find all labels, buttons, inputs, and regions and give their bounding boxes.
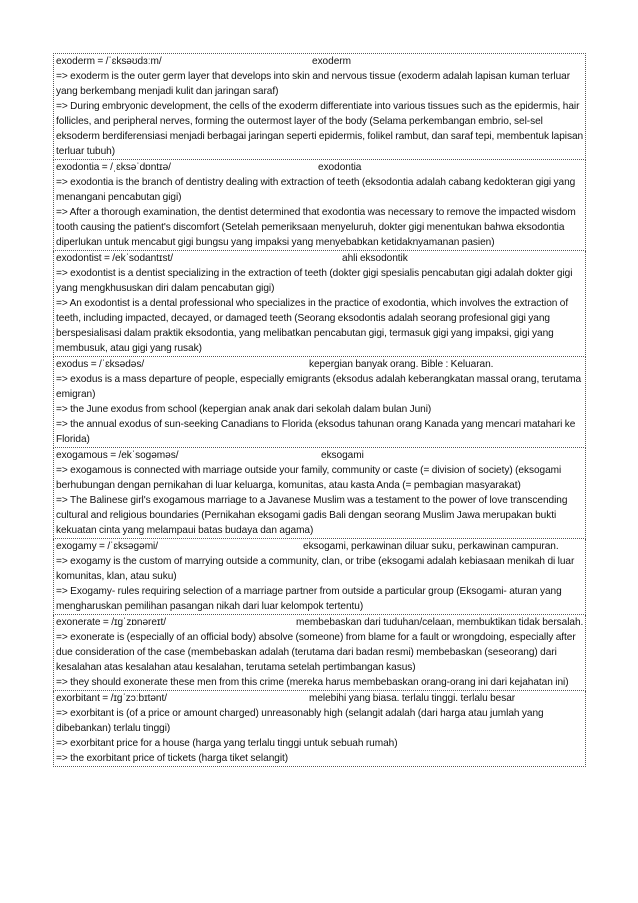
example-line: => the exorbitant price of tickets (harga tiket selangit) (56, 753, 289, 764)
entry-head (56, 251, 584, 266)
entry-exodontist (53, 251, 586, 357)
translation: membebaskan dari tuduhan/celaan, membuktikan tidak bersalah. (296, 617, 584, 628)
example-line: => the June exodus from school (kepergian anak anak dari sekolah dalam bulan Juni) (56, 404, 432, 415)
example-line: => exorbitant price for a house (harga yang terlalu tinggi untuk sebuah rumah) (56, 738, 398, 749)
translation: eksogami (321, 450, 364, 461)
example-line: => they should exonerate these men from this crime (mereka harus membebaskan orang-orang ini dari kejahatan ini) (56, 677, 569, 688)
entry-head (56, 160, 584, 175)
translation: exoderm (312, 56, 351, 67)
example-line: => Exogamy- rules requiring selection of a marriage partner from outside a particular group (Eksogami- aturan yang mengharuskan pemilihan pasangan nikah dari luar kelompok tertentu) (56, 586, 562, 612)
translation: exodontia (318, 162, 362, 173)
headword: exodus = /ˈɛksədəs/ (56, 359, 145, 370)
entry-head (56, 539, 584, 554)
translation: ahli eksodontik (342, 253, 408, 264)
entry-head (56, 615, 584, 630)
definition-line: => exonerate is (especially of an official body) absolve (someone) from blame for a fault or wrongdoing, especially after due consideration of the case (membebaskan adalah (terutama dari badan resmi) membebaskan (seseorang) dari kesalahan atas kesalahan atau kesalahan, terutama setelah pertimbangan kasus) (56, 632, 576, 673)
entry-exorbitant (53, 691, 586, 767)
definition-line: => exorbitant is (of a price or amount charged) unreasonably high (selangit adalah (dari harga atau jumlah yang dibebankan) terlalu tinggi) (56, 708, 544, 734)
translation: melebihi yang biasa. terlalu tinggi. terlalu besar (309, 693, 516, 704)
translation: kepergian banyak orang. Bible : Keluaran. (309, 359, 494, 370)
definition-line: => exogamous is connected with marriage outside your family, community or caste (= division of society) (eksogami berhubungan dengan pernikahan di luar keluarga, komunitas, atau kasta Anda (= pembagian masyarakat) (56, 465, 562, 491)
entry-head (56, 448, 584, 463)
entry-exodus (53, 357, 586, 448)
definition-line: => exodus is a mass departure of people, especially emigrants (eksodus adalah keberangkatan massal orang, terutama emigran) (56, 374, 582, 400)
definition-line: => exodontist is a dentist specializing in the extraction of teeth (dokter gigi spesialis pencabutan gigi adalah dokter gigi yang mengkhususkan diri dalam pencabutan gigi) (56, 268, 573, 294)
entry-head (56, 54, 584, 69)
headword: exogamy = /ˈɛksəgəmi/ (56, 541, 158, 552)
example-line: => The Balinese girl's exogamous marriage to a Javanese Muslim was a testament to the power of love transcending cultural and religious boundaries (Pernikahan eksogami gadis Bali dengan seorang Muslim Jawa merupakan bukti kekuatan cinta yang melampaui batas budaya dan agama) (56, 495, 568, 536)
headword: exodontia = /ˌɛksəˈdɒntɪə/ (56, 162, 171, 173)
headword: exoderm = /ˈɛksəʊdɜːm/ (56, 56, 162, 67)
headword: exonerate = /ɪɡˈzɒnəreɪt/ (56, 617, 166, 628)
entry-exonerate (53, 615, 586, 691)
translation: eksogami, perkawinan diluar suku, perkawinan campuran. (303, 541, 559, 552)
headword: exodontist = /ekˈsodantɪst/ (56, 253, 173, 264)
headword: exorbitant = /ɪɡˈzɔːbɪtənt/ (56, 693, 167, 704)
entry-exodontia (53, 160, 586, 251)
headword: exogamous = /ekˈsogəməs/ (56, 450, 179, 461)
entry-exogamy (53, 539, 586, 615)
example-line: => During embryonic development, the cells of the exoderm differentiate into various tissues such as the epidermis, hair follicles, and peripheral nerves, forming the outermost layer of the body (Selama perkembangan embrio, sel-sel eksoderm berdiferensiasi menjadi berbagai jaringan seperti epidermis, folikel rambut, dan saraf tepi, membentuk lapisan terluar tubuh) (56, 101, 584, 157)
entry-exoderm (53, 53, 586, 160)
definition-line: => exoderm is the outer germ layer that develops into skin and nervous tissue (exoderm adalah lapisan kuman terluar yang berkembang menjadi kulit dan jaringan saraf) (56, 71, 571, 97)
entry-head (56, 691, 584, 706)
example-line: => An exodontist is a dental professional who specializes in the practice of exodontia, which involves the extraction of teeth, including impacted, decayed, or damaged teeth (Seorang eksodontis adalah seorang profesional gigi yang berspesialisasi dalam praktik eksodontia, yang melibatkan pencabutan gigi, termasuk gigi yang impaksi, gigi yang membusuk, atau gigi yang rusak) (56, 298, 569, 354)
definition-line: => exodontia is the branch of dentistry dealing with extraction of teeth (eksodontia adalah cabang kedokteran gigi yang menangani pencabutan gigi) (56, 177, 576, 203)
example-line: => the annual exodus of sun-seeking Canadians to Florida (eksodus tahunan orang Kanada yang mencari matahari ke Florida) (56, 419, 576, 445)
dictionary-page (53, 53, 586, 767)
entry-exogamous (53, 448, 586, 539)
definition-line: => exogamy is the custom of marrying outside a community, clan, or tribe (eksogami adalah kebiasaan menikah di luar komunitas, klan, atau suku) (56, 556, 575, 582)
entry-head (56, 357, 584, 372)
example-line: => After a thorough examination, the dentist determined that exodontia was necessary to remove the impacted wisdom tooth causing the patient's discomfort (Setelah pemeriksaan menyeluruh, dokter gigi menentukan bahwa eksodontia diperlukan untuk mencabut gigi bungsu yang impaksi yang menyebabkan ketidaknyamanan pasien) (56, 207, 576, 248)
